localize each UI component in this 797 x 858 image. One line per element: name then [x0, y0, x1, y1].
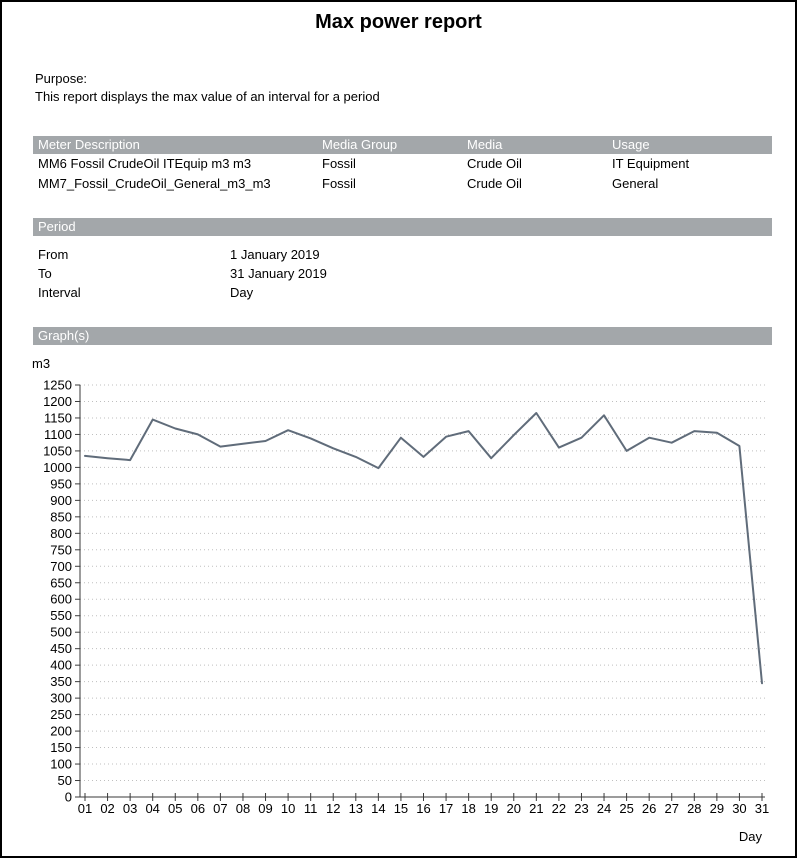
x-tick-label: 25 — [619, 801, 634, 816]
y-tick-label: 650 — [50, 575, 72, 591]
x-tick-label: 31 — [754, 801, 770, 816]
y-tick-label: 950 — [50, 476, 72, 492]
period-row-value: 31 January 2019 — [230, 266, 327, 281]
x-tick-label: 13 — [348, 801, 364, 816]
period-row — [33, 245, 772, 264]
period-row-label: To — [38, 266, 52, 281]
table-row — [33, 154, 772, 174]
period-row — [33, 264, 772, 283]
y-tick-label: 1100 — [44, 426, 72, 442]
graphs-section-header: Graph(s) — [33, 327, 772, 345]
x-tick-label: 29 — [709, 801, 725, 816]
y-tick-label: 550 — [50, 608, 72, 624]
table-cell: General — [612, 176, 659, 191]
x-tick-label: 03 — [122, 801, 138, 816]
x-tick-label: 23 — [574, 801, 589, 816]
x-tick-label: 06 — [190, 801, 206, 816]
table-cell: Crude Oil — [467, 176, 522, 191]
y-tick-label: 450 — [50, 641, 72, 657]
y-tick-label: 350 — [50, 674, 72, 690]
purpose-label: Purpose: — [35, 71, 88, 86]
table-row — [33, 174, 772, 194]
x-tick-label: 21 — [529, 801, 544, 816]
x-tick-label: 24 — [596, 801, 612, 816]
x-tick-label: 16 — [416, 801, 431, 816]
x-tick-label: 19 — [483, 801, 499, 816]
x-tick-label: 01 — [77, 801, 93, 816]
period-row-value: 1 January 2019 — [230, 247, 320, 262]
y-tick-label: 1250 — [43, 377, 72, 393]
x-tick-label: 17 — [438, 801, 454, 816]
y-tick-label: 250 — [50, 707, 72, 723]
x-tick-label: 27 — [664, 801, 679, 816]
x-tick-label: 22 — [551, 801, 567, 816]
graphs-section — [33, 327, 772, 345]
x-tick-label: 30 — [732, 801, 747, 816]
y-tick-label: 1050 — [43, 443, 72, 459]
y-tick-label: 0 — [64, 789, 72, 805]
x-tick-label: 08 — [235, 801, 251, 816]
meter-table-header-row — [33, 136, 772, 154]
table-cell: Fossil — [322, 176, 356, 191]
period-section — [33, 218, 772, 302]
y-tick-label: 750 — [50, 542, 72, 558]
y-tick-label: 1000 — [43, 459, 72, 475]
y-tick-label: 50 — [57, 773, 72, 789]
period-section-header: Period — [33, 218, 772, 236]
y-tick-label: 700 — [50, 558, 72, 574]
meter-table-header-cell: Media — [467, 137, 503, 152]
y-tick-label: 300 — [50, 690, 72, 706]
x-tick-label: 09 — [258, 801, 273, 816]
x-tick-label: 04 — [145, 801, 160, 816]
y-tick-label: 1200 — [43, 393, 72, 409]
line-chart — [25, 374, 777, 849]
y-tick-label: 850 — [50, 509, 72, 525]
x-tick-label: 02 — [100, 801, 115, 816]
x-tick-label: 11 — [303, 801, 318, 816]
meter-table-header-cell: Meter Description — [38, 137, 140, 152]
meter-table-header-cell: Media Group — [322, 137, 398, 152]
y-tick-label: 500 — [50, 624, 72, 640]
x-tick-label: 07 — [213, 801, 228, 816]
purpose-text: This report displays the max value of an interval for a period — [35, 89, 380, 104]
meter-table — [33, 136, 772, 194]
y-tick-label: 400 — [50, 657, 72, 673]
x-tick-label: 26 — [641, 801, 657, 816]
purpose-section — [35, 70, 795, 106]
period-row-label: From — [38, 247, 69, 262]
meter-table-body — [33, 154, 772, 194]
y-tick-label: 900 — [50, 492, 72, 508]
period-row — [33, 283, 772, 302]
table-cell: MM6 Fossil CrudeOil ITEquip m3 m3 — [38, 156, 252, 171]
x-tick-label: 18 — [461, 801, 476, 816]
x-axis-title: Day — [738, 829, 762, 844]
x-tick-label: 14 — [371, 801, 386, 816]
data-series-line — [85, 413, 762, 683]
y-tick-label: 800 — [50, 525, 72, 541]
x-tick-label: 28 — [687, 801, 702, 816]
table-cell: Crude Oil — [467, 156, 522, 171]
meter-table-header-cell: Usage — [612, 137, 650, 152]
y-tick-label: 150 — [50, 740, 72, 756]
x-tick-label: 15 — [393, 801, 409, 816]
y-tick-label: 1150 — [44, 410, 72, 426]
table-cell: Fossil — [322, 156, 356, 171]
chart-y-axis-title: m3 — [32, 356, 51, 371]
y-tick-label: 600 — [50, 591, 72, 607]
table-cell: IT Equipment — [612, 156, 690, 171]
y-tick-label: 200 — [50, 723, 72, 739]
x-tick-label: 12 — [325, 801, 341, 816]
period-body — [33, 236, 772, 302]
x-tick-label: 10 — [280, 801, 296, 816]
period-row-label: Interval — [38, 285, 81, 300]
table-cell: MM7_Fossil_CrudeOil_General_m3_m3 — [38, 176, 271, 191]
y-tick-label: 100 — [50, 756, 72, 772]
period-row-value: Day — [230, 285, 254, 300]
page-title: Max power report — [315, 11, 482, 33]
x-tick-label: 20 — [506, 801, 522, 816]
x-tick-label: 05 — [168, 801, 183, 816]
